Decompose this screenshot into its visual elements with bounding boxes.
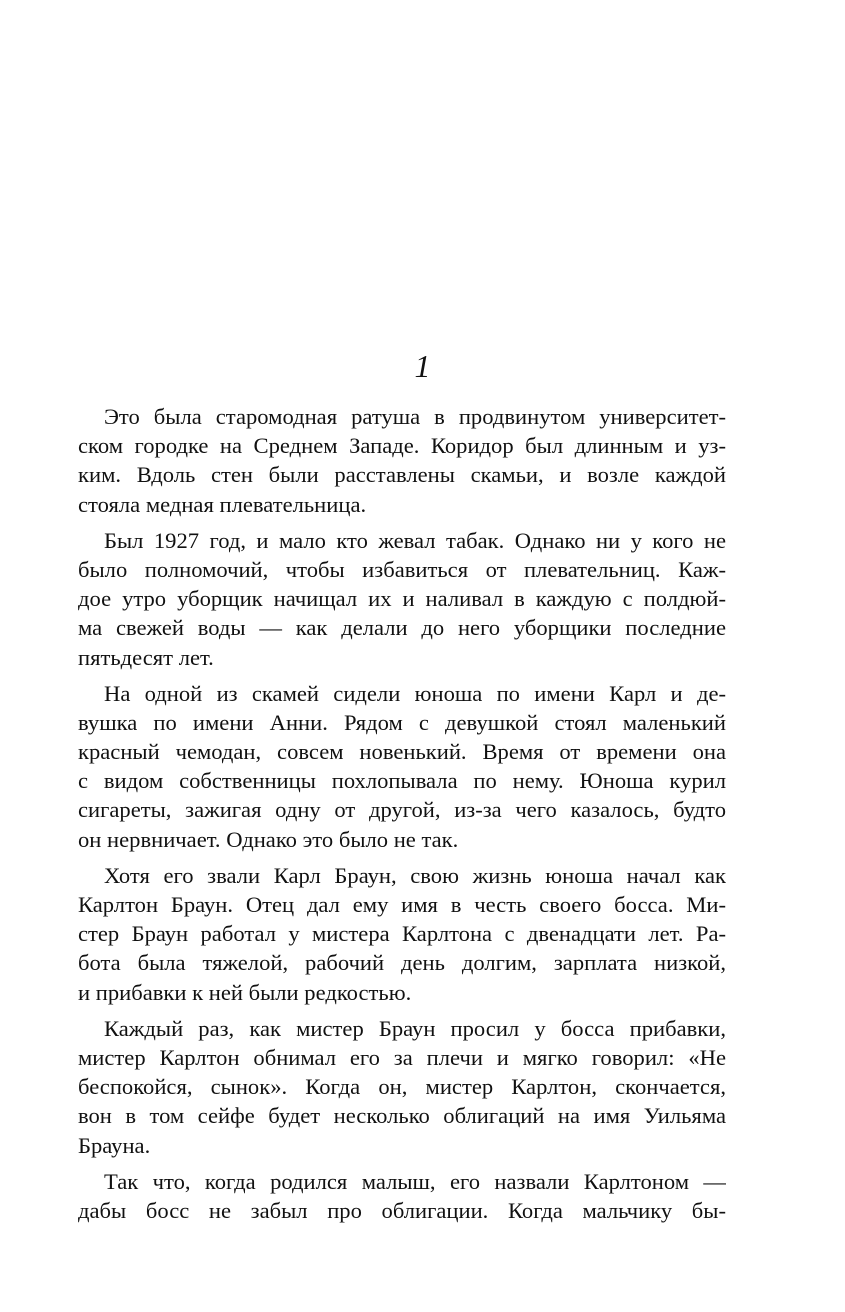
text-line: Карлтон Браун. Отец дал ему имя в честь своего босса. Ми-: [78, 892, 726, 917]
text-line: На одной из скамей сидели юноша по имени Карл и де-: [104, 680, 726, 706]
text-line: вон в том сейфе будет несколько облигаций на имя Уильяма: [78, 1103, 726, 1129]
text-line: стояла медная плевательница.: [78, 491, 367, 517]
text-line: он нервничает. Однако это было не так.: [78, 826, 459, 852]
text-line: дабы босс не забыл про облигации. Когда мальчику бы-: [78, 1197, 726, 1223]
text-line: вушка по имени Анни. Рядом с девушкой стоял маленький: [78, 709, 726, 735]
text-line: Был 1927 год, и мало кто жевал табак. Однако ни у кого не: [104, 527, 726, 553]
text-line: мистер Карлтон обнимал его за плечи и мягко говорил: «Не: [78, 1044, 726, 1070]
paragraph: [78, 1014, 726, 1160]
text-line: ким. Вдоль стен были расставлены скамьи, и возле каждой: [78, 462, 726, 488]
text-line: Так что, когда родился малыш, его назвали Карлтоном —: [104, 1168, 726, 1194]
text-line: пятьдесят лет.: [78, 644, 214, 670]
text-line: Хотя его звали Карл Браун, свою жизнь юноша начал как: [104, 862, 726, 888]
text-line: ском городке на Среднем Западе. Коридор был длинным и уз-: [78, 433, 726, 459]
paragraph: [78, 402, 726, 519]
text-line: беспокойся, сынок». Когда он, мистер Карлтон, скончается,: [78, 1074, 726, 1100]
text-line: бота была тяжелой, рабочий день долгим, зарплата низкой,: [78, 950, 726, 976]
text-line: стер Браун работал у мистера Карлтона с двенадцати лет. Ра-: [78, 921, 726, 947]
chapter-number: 1: [414, 348, 431, 384]
paragraph: [78, 861, 726, 1007]
text-line: и прибавки к ней были редкостью.: [78, 979, 412, 1005]
text-line: сигареты, зажигая одну от другой, из-за чего казалось, будто: [78, 797, 726, 823]
text-line: с видом собственницы похлопывала по нему. Юноша курил: [78, 768, 726, 794]
text-line: красный чемодан, совсем новенький. Время от времени она: [78, 739, 726, 765]
text-line: Каждый раз, как мистер Браун просил у босса прибавки,: [104, 1015, 726, 1041]
text-line: дое утро уборщик начищал их и наливал в каждую с полдюй-: [78, 586, 726, 612]
text-line: Это была старомодная ратуша в продвинутом университет-: [104, 404, 726, 429]
paragraph: [78, 526, 726, 672]
chapter-text: [78, 402, 726, 1232]
text-line: было полномочий, чтобы избавиться от плевательниц. Каж-: [78, 556, 726, 582]
text-line: ма свежей воды — как делали до него уборщики последние: [78, 615, 726, 641]
text-line: Брауна.: [78, 1132, 151, 1158]
paragraph: [78, 679, 726, 854]
paragraph: [78, 1167, 726, 1225]
